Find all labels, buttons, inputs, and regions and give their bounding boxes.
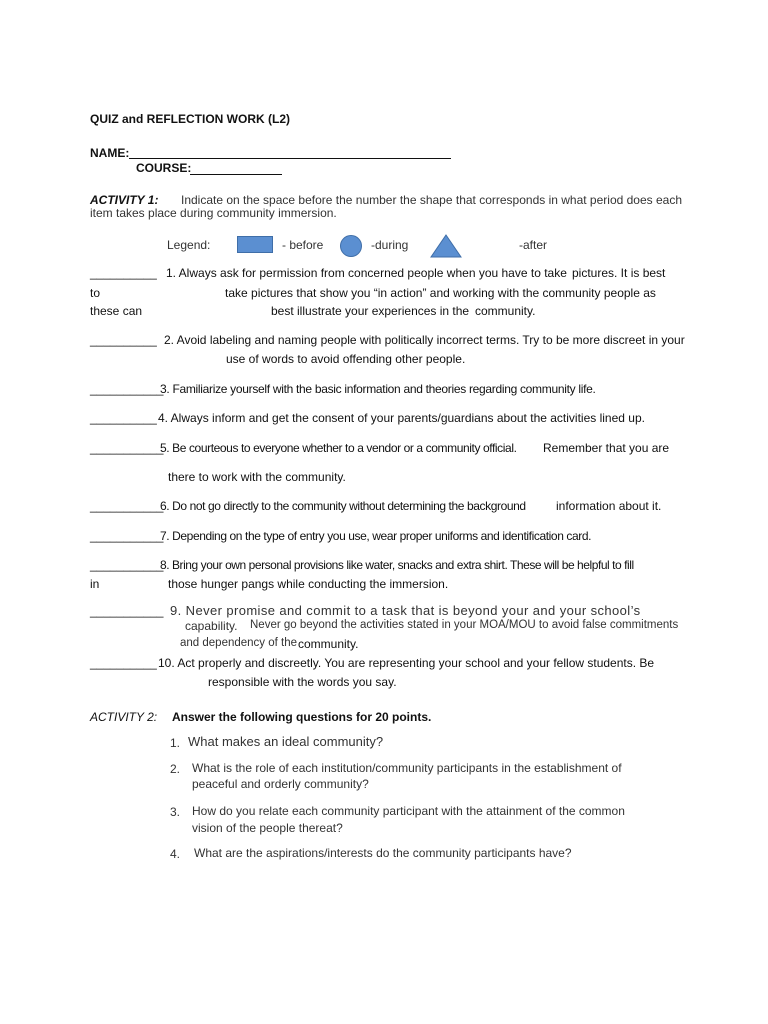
item-2-line1: 2. Avoid labeling and naming people with politically incorrect terms. Try to be more discreet in your (164, 333, 685, 347)
item-9-line3b: community. (298, 637, 359, 651)
item-8-line2: those hunger pangs while conducting the immersion. (168, 577, 449, 591)
item-1-to: to (90, 286, 101, 300)
question-2-number: 2. (170, 762, 181, 776)
item-2-line2: use of words to avoid offending other people. (226, 352, 466, 366)
question-3-line1: How do you relate each community participant with the attainment of the common (192, 804, 625, 818)
item-6-line1: 6. Do not go directly to the community without determining the background (160, 499, 526, 513)
item-10-line2: responsible with the words you say. (208, 675, 397, 689)
question-3-line2: vision of the people thereat? (192, 821, 343, 835)
item-1-line2: take pictures that show you “in action” and working with the community people as (225, 286, 656, 300)
answer-blank-5[interactable]: ___________ (90, 441, 164, 455)
answer-blank-1[interactable]: __________ (90, 266, 157, 280)
answer-blank-4[interactable]: __________ (90, 411, 157, 425)
item-1-line3b: community. (475, 304, 536, 318)
answer-blank-3[interactable]: ___________ (90, 382, 164, 396)
legend-after: -after (519, 238, 548, 252)
question-2-line2: peaceful and orderly community? (192, 777, 369, 791)
course-line[interactable] (190, 174, 282, 175)
activity2-instruction: Answer the following questions for 20 points. (172, 710, 432, 724)
course-label: COURSE: (136, 161, 192, 175)
question-4: What are the aspirations/interests do the community participants have? (194, 846, 572, 860)
item-4: 4. Always inform and get the consent of your parents/guardians about the activities lined up. (158, 411, 645, 425)
legend-during: -during (371, 238, 409, 252)
answer-blank-2[interactable]: __________ (90, 333, 157, 347)
legend-label: Legend: (167, 238, 211, 252)
item-1-line1b: pictures. It is best (572, 266, 666, 280)
activity1-label: ACTIVITY 1: (90, 193, 159, 207)
answer-blank-6[interactable]: ___________ (90, 499, 164, 513)
question-3-number: 3. (170, 805, 181, 819)
item-9-line1: 9. Never promise and commit to a task that is beyond your and your school’s (170, 603, 641, 618)
circle-shape-icon (340, 235, 362, 257)
item-1-line3: best illustrate your experiences in the (271, 304, 470, 318)
activity1-instruction-1: Indicate on the space before the number the shape that corresponds in what period does each (181, 193, 682, 207)
triangle-shape-icon (430, 234, 462, 258)
answer-blank-9[interactable]: ___________ (90, 604, 164, 618)
quiz-title: QUIZ and REFLECTION WORK (L2) (90, 112, 290, 126)
item-3: 3. Familiarize yourself with the basic information and theories regarding community life. (160, 382, 596, 396)
question-2-line1: What is the role of each institution/community participants in the establishment of (192, 761, 622, 775)
item-1-line1: 1. Always ask for permission from concerned people when you have to take (166, 266, 567, 280)
answer-blank-7[interactable]: ___________ (90, 529, 164, 543)
activity2-label: ACTIVITY 2: (90, 710, 158, 724)
name-label: NAME: (90, 146, 130, 160)
item-5-line2: there to work with the community. (168, 470, 346, 484)
question-1: What makes an ideal community? (188, 734, 384, 749)
legend-before: - before (282, 238, 324, 252)
item-1-these-can: these can (90, 304, 143, 318)
item-9-capability: capability. (185, 619, 238, 633)
item-10-line1: 10. Act properly and discreetly. You are representing your school and your fellow students. Be (158, 656, 655, 670)
question-1-number: 1. (170, 736, 181, 750)
item-8-line1: 8. Bring your own personal provisions like water, snacks and extra shirt. These will be helpful to fill (160, 558, 634, 572)
item-6-line1b: information about it. (556, 499, 662, 513)
item-5-line1b: Remember that you are (543, 441, 670, 455)
question-4-number: 4. (170, 847, 181, 861)
item-9-line3: and dependency of the (180, 637, 298, 649)
item-9-line2: Never go beyond the activities stated in your MOA/MOU to avoid false commitments (250, 619, 679, 631)
item-8-in: in (90, 577, 100, 591)
activity1-instruction-2: item takes place during community immersion. (90, 206, 337, 220)
item-5-line1: 5. Be courteous to everyone whether to a vendor or a community official. (160, 441, 517, 455)
answer-blank-8[interactable]: ___________ (90, 558, 164, 572)
rectangle-shape-icon (237, 236, 273, 253)
item-7: 7. Depending on the type of entry you use, wear proper uniforms and identification card. (160, 529, 592, 543)
name-line[interactable] (129, 158, 451, 159)
answer-blank-10[interactable]: __________ (90, 656, 157, 670)
